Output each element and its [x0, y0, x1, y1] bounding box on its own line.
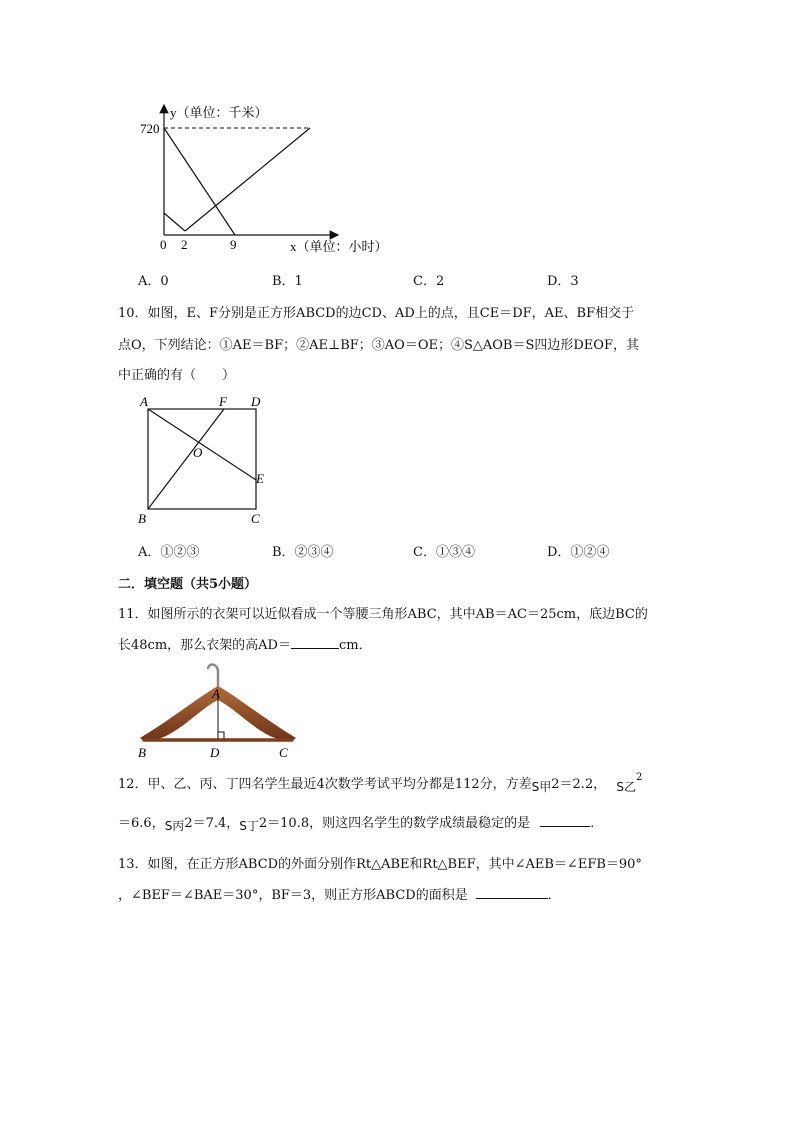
- q10-line1: [118, 302, 634, 321]
- q9-option-b[interactable]: B．1: [272, 274, 303, 289]
- segment-bf: [148, 409, 224, 509]
- line-small-descending: [164, 213, 185, 231]
- q12-answer-blank[interactable]: [540, 814, 590, 827]
- label-a: A: [212, 686, 220, 701]
- y-axis-label: y（单位：千米）: [170, 105, 268, 120]
- x-tick-2: 2: [181, 237, 188, 252]
- q12-s-yi: S乙: [616, 780, 636, 794]
- q12-s-bing-value: 2＝7.4，: [184, 816, 240, 831]
- q9-graph: [140, 95, 410, 255]
- label-c: C: [279, 745, 288, 760]
- q11-answer-blank[interactable]: [291, 636, 339, 649]
- q12-s-jia-value: 2＝2.2，: [551, 777, 607, 792]
- q12-text-1: 12．甲、乙、丙、丁四名学生最近4次数学考试平均分都是112分，方差: [118, 777, 532, 792]
- label-c: C: [251, 511, 260, 526]
- q11-line1: 11．如图所示的衣架可以近似看成一个等腰三角形ABC，其中AB＝AC＝25cm，底边BC的: [118, 607, 648, 622]
- q12-line2: [118, 812, 603, 831]
- label-e: E: [256, 471, 264, 486]
- x-tick-9: 9: [230, 237, 237, 252]
- line-ascending: [185, 128, 310, 231]
- label-d: D: [251, 394, 261, 409]
- label-b: B: [138, 745, 146, 760]
- q9-option-d[interactable]: D．3: [547, 274, 579, 289]
- label-b: B: [138, 511, 146, 526]
- q10-number: 10．: [118, 306, 148, 321]
- q13-text-2: ，∠BEF＝∠BAE＝30°，BF＝3，则正方形ABCD的面积是: [118, 888, 468, 903]
- q9-option-c[interactable]: C．2: [413, 274, 445, 289]
- q10-line3: 中正确的有（ ）: [118, 368, 236, 383]
- q12-s-jia: S甲: [531, 780, 552, 794]
- q11-line2-unit: cm．: [338, 638, 372, 653]
- q10-square-figure: [130, 390, 280, 530]
- q12-s-ding: S丁: [239, 819, 259, 833]
- q12-s-ding-value: 2＝10.8，则这四名学生的数学成绩最稳定的是: [258, 816, 531, 831]
- x-axis-label: x（单位：小时）: [290, 239, 388, 254]
- q9-option-a[interactable]: A．0: [138, 274, 169, 289]
- q10-option-c[interactable]: C．①③④: [413, 545, 475, 560]
- q11-line2-text: 长48cm，那么衣架的高AD＝: [118, 638, 291, 653]
- y-tick-720: 720: [140, 121, 160, 136]
- label-o: O: [193, 445, 203, 460]
- q11-hanger-figure: [130, 660, 310, 760]
- right-angle-mark: [218, 732, 224, 739]
- q12-line1: [118, 773, 642, 792]
- q13-line2: [118, 884, 561, 903]
- x-tick-0: 0: [160, 237, 167, 252]
- q10-line2: 点O，下列结论：①AE＝BF；②AE⊥BF；③AO＝OE；④S△AOB＝S四边形DEOF，其: [118, 338, 639, 353]
- q12-s-yi-exp: 2: [635, 772, 643, 783]
- q10-option-d[interactable]: D．①②④: [547, 545, 610, 560]
- q13-answer-blank[interactable]: [476, 886, 548, 899]
- q12-end: ．: [590, 816, 604, 831]
- q13-line1: 13．如图，在正方形ABCD的外面分别作Rt△ABE和Rt△BEF，其中∠AEB＝∠EFB＝90°: [118, 857, 642, 872]
- q10-option-b[interactable]: B．②③④: [272, 545, 334, 560]
- q13-end: ．: [547, 888, 561, 903]
- label-a: A: [140, 394, 148, 409]
- section-fill-in-title: 二．填空题（共5小题）: [118, 577, 258, 592]
- q12-s-bing: S丙: [164, 819, 185, 833]
- hanger-hook: [208, 665, 218, 686]
- q10-option-a[interactable]: A．①②③: [138, 545, 200, 560]
- q12-text-2: ＝6.6，: [118, 816, 165, 831]
- label-d: D: [210, 745, 220, 760]
- q10-text-1: 如图，E、F分别是正方形ABCD的边CD、AD上的点，且CE＝DF，AE、BF相交于: [147, 306, 635, 321]
- label-f: F: [219, 394, 227, 409]
- q11-line2: [118, 634, 372, 653]
